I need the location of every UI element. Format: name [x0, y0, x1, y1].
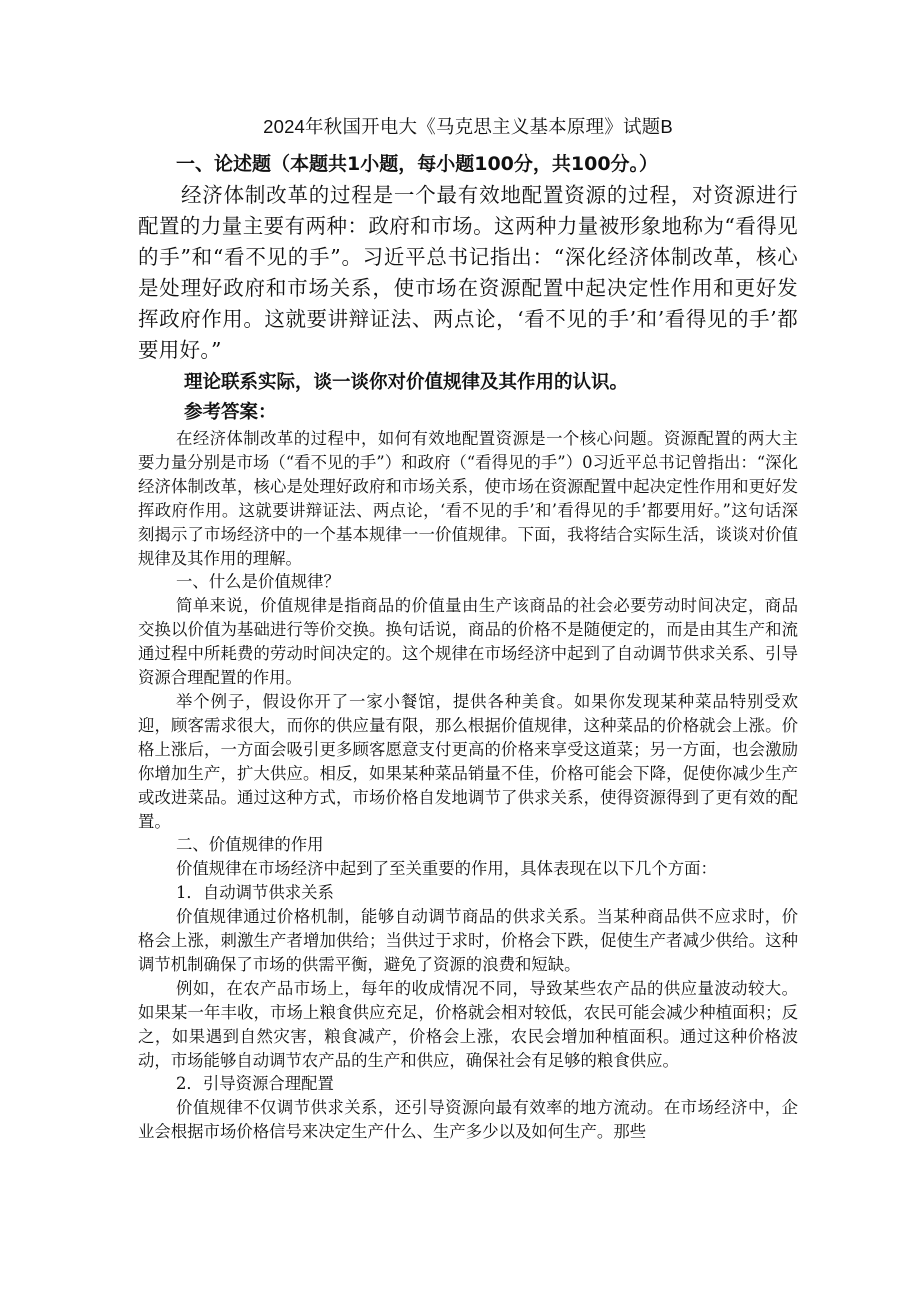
section-heading: 一、论述题（本题共1小题，每小题100分，共100分。） — [176, 153, 659, 175]
answer-paragraph: 简单来说，价值规律是指商品的价值量由生产该商品的社会必要劳动时间决定，商品交换以价值为基础进行等价交换。换句话说，商品的价格不是随便定的，而是由其生产和流通过程中所耗费的劳动时间决定的。这个规律在市场经济中起到了自动调节供求关系、引导资源合理配置的作用。 — [138, 596, 798, 688]
answer-paragraph: 价值规律在市场经济中起到了至关重要的作用，具体表现在以下几个方面： — [176, 859, 717, 879]
subheading-resource-allocation: 2．引导资源合理配置 — [176, 1074, 334, 1094]
question-text: 经济体制改革的过程是一个最有效地配置资源的过程，对资源进行配置的力量主要有两种：政府和市场。这两种力量被形象地称为“看得见的手”和“看不见的手”。习近平总书记指出：“深化经济体制改革，核心是处理好政府和市场关系，使市场在资源配置中起决定性作用和更好发挥政府作用。这就要讲辩证法、两点论，‘看不见的手’和’看得见的手’都要用好。” — [138, 183, 798, 362]
question-prompt: 理论联系实际，谈一谈你对价值规律及其作用的认识。 — [184, 372, 629, 393]
answer-body — [138, 427, 798, 1144]
answer-paragraph: 价值规律不仅调节供求关系，还引导资源向最有效率的地方流动。在市场经济中，企业会根据市场价格信号来决定生产什么、生产多少以及如何生产。那些 — [138, 1098, 798, 1142]
subheading-supply-demand: 1．自动调节供求关系 — [176, 883, 334, 903]
subheading-role-of-law-of-value: 二、价值规律的作用 — [176, 835, 324, 855]
answer-label: 参考答案： — [184, 402, 277, 423]
subheading-what-is-law-of-value: 一、什么是价值规律？ — [176, 572, 340, 592]
answer-paragraph: 举个例子，假设你开了一家小餐馆，提供各种美食。如果你发现某种菜品特别受欢迎，顾客需求很大，而你的供应量有限，那么根据价值规律，这种菜品的价格就会上涨。价格上涨后，一方面会吸引更多顾客愿意支付更高的价格来享受这道菜；另一方面，也会激励你增加生产，扩大供应。相反，如果某种菜品销量不佳，价格可能会下降，促使你减少生产或改进菜品。通过这种方式，市场价格自发地调节了供求关系，使得资源得到了更有效的配置。 — [138, 691, 798, 831]
answer-paragraph: 例如，在农产品市场上，每年的收成情况不同，导致某些农产品的供应量波动较大。如果某一年丰收，市场上粮食供应充足，价格就会相对较低，农民可能会减少种植面积；反之，如果遇到自然灾害，粮食减产，价格会上涨，农民会增加种植面积。通过这种价格波动，市场能够自动调节农产品的生产和供应，确保社会有足够的粮食供应。 — [138, 978, 798, 1070]
document-title: 2024年秋国开电大《马克思主义基本原理》试题B — [263, 116, 673, 137]
answer-paragraph: 价值规律通过价格机制，能够自动调节商品的供求关系。当某种商品供不应求时，价格会上涨，刺激生产者增加供给；当供过于求时，价格会下跌，促使生产者减少供给。这种调节机制确保了市场的供需平衡，避免了资源的浪费和短缺。 — [138, 907, 798, 974]
document-body — [138, 112, 798, 1144]
answer-intro-paragraph: 在经济体制改革的过程中，如何有效地配置资源是一个核心问题。资源配置的两大主要力量分别是市场（“看不见的手”）和政府（“看得见的手”）0习近平总书记曾指出：“深化经济体制改革，核心是处理好政府和市场关系，使市场在资源配置中起决定性作用和更好发挥政府作用。这就要讲辩证法、两点论，‘看不见的手’和’看得见的手’都要用好。”这句话深刻揭示了市场经济中的一个基本规律一一价值规律。下面，我将结合实际生活，谈谈对价值规律及其作用的理解。 — [138, 429, 798, 568]
